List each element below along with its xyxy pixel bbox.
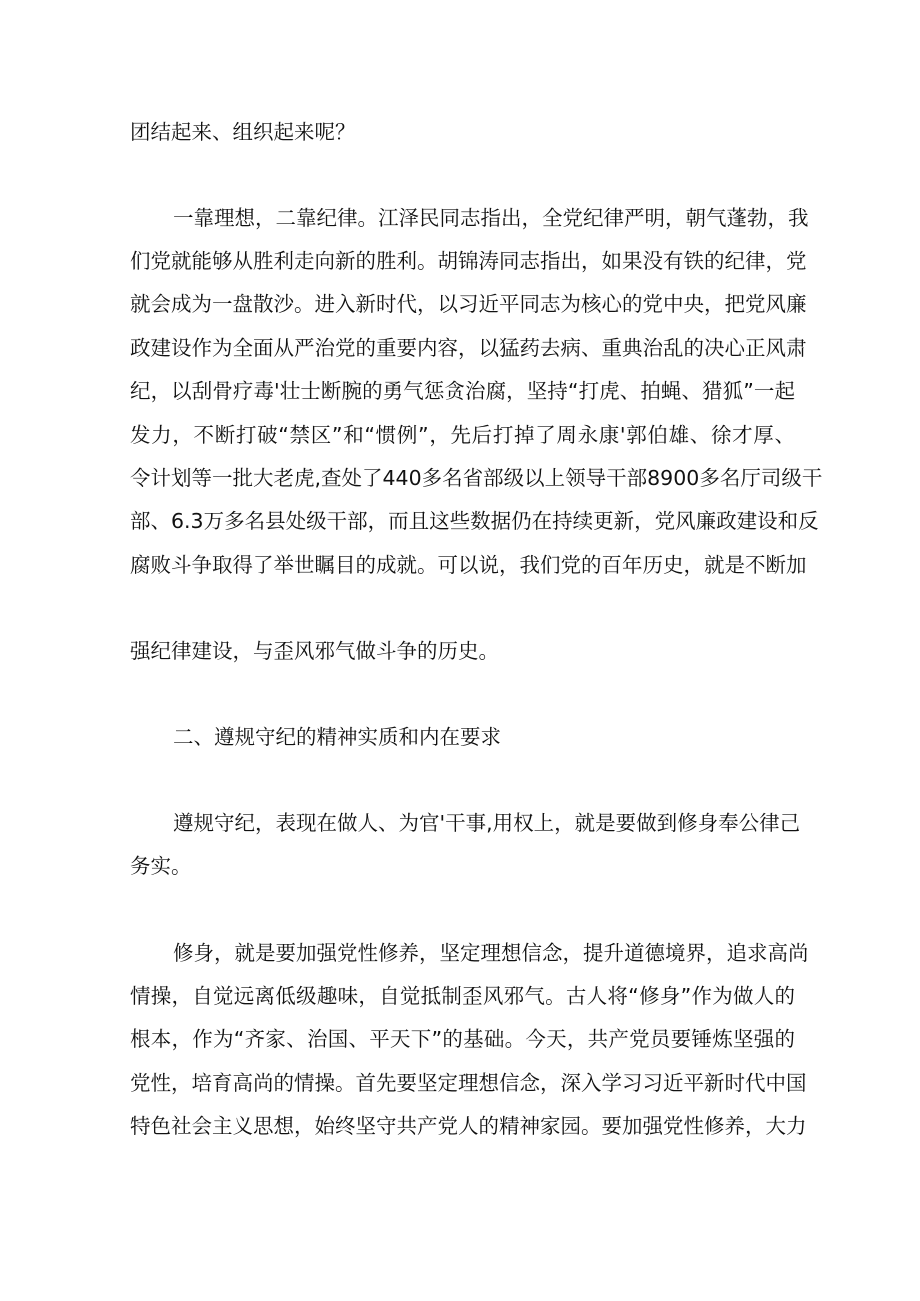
paragraph-line: 腐败斗争取得了举世瞩目的成就。可以说，我们党的百年历史，就是不断加 xyxy=(130,553,807,577)
paragraph-line: 修身，就是要加强党性修养，坚定理想信念，提升道德境界，追求高尚 xyxy=(173,941,809,965)
paragraph-line: 团结起来、组织起来呢？ xyxy=(130,120,356,144)
paragraph-line: 强纪律建设，与歪风邪气做斗争的历史。 xyxy=(130,639,499,663)
paragraph-line: 令计划等一批大老虎,查处了440多名省部级以上领导干部8900多名厅司级干 xyxy=(130,466,823,490)
paragraph-line: 遵规守纪，表现在做人、为官'干事,用权上，就是要做到修身奉公律己 xyxy=(173,811,801,835)
paragraph-line: 一靠理想，二靠纪律。江泽民同志指出，全党纪律严明，朝气蓬勃，我 xyxy=(173,206,809,230)
paragraph-line: 部、6.3万多名县处级干部，而且这些数据仍在持续更新，党风廉政建设和反 xyxy=(130,509,819,533)
paragraph-line: 情操，自觉远离低级趣味，自觉抵制歪风邪气。古人将“修身”作为做人的 xyxy=(130,984,795,1008)
paragraph-line: 根本，作为“齐家、治国、平天下”的基础。今天，共产党员要锤炼坚强的 xyxy=(130,1027,795,1051)
paragraph-line: 们党就能够从胜利走向新的胜利。胡锦涛同志指出，如果没有铁的纪律，党 xyxy=(130,249,807,273)
paragraph-line: 党性，培育高尚的情操。首先要坚定理想信念，深入学习习近平新时代中国 xyxy=(130,1071,807,1095)
paragraph-line: 就会成为一盘散沙。进入新时代，以习近平同志为核心的党中央，把党风廉 xyxy=(130,292,807,316)
paragraph-line: 发力，不断打破“禁区”和“惯例”，先后打掉了周永康'郭伯雄、徐才厚、 xyxy=(130,423,795,447)
paragraph-line: 务实。 xyxy=(130,854,192,878)
paragraph-line: 政建设作为全面从严治党的重要内容，以猛药去病、重典治乱的决心正风肃 xyxy=(130,336,807,360)
paragraph-line: 纪，以刮骨疗毒'壮士断腕的勇气惩贪治腐，坚持“打虎、拍蝇、猎狐”一起 xyxy=(130,379,795,403)
paragraph-line: 特色社会主义思想，始终坚守共产党人的精神家园。要加强党性修养，大力 xyxy=(130,1114,807,1138)
section-heading: 二、遵规守纪的精神实质和内在要求 xyxy=(173,725,501,749)
